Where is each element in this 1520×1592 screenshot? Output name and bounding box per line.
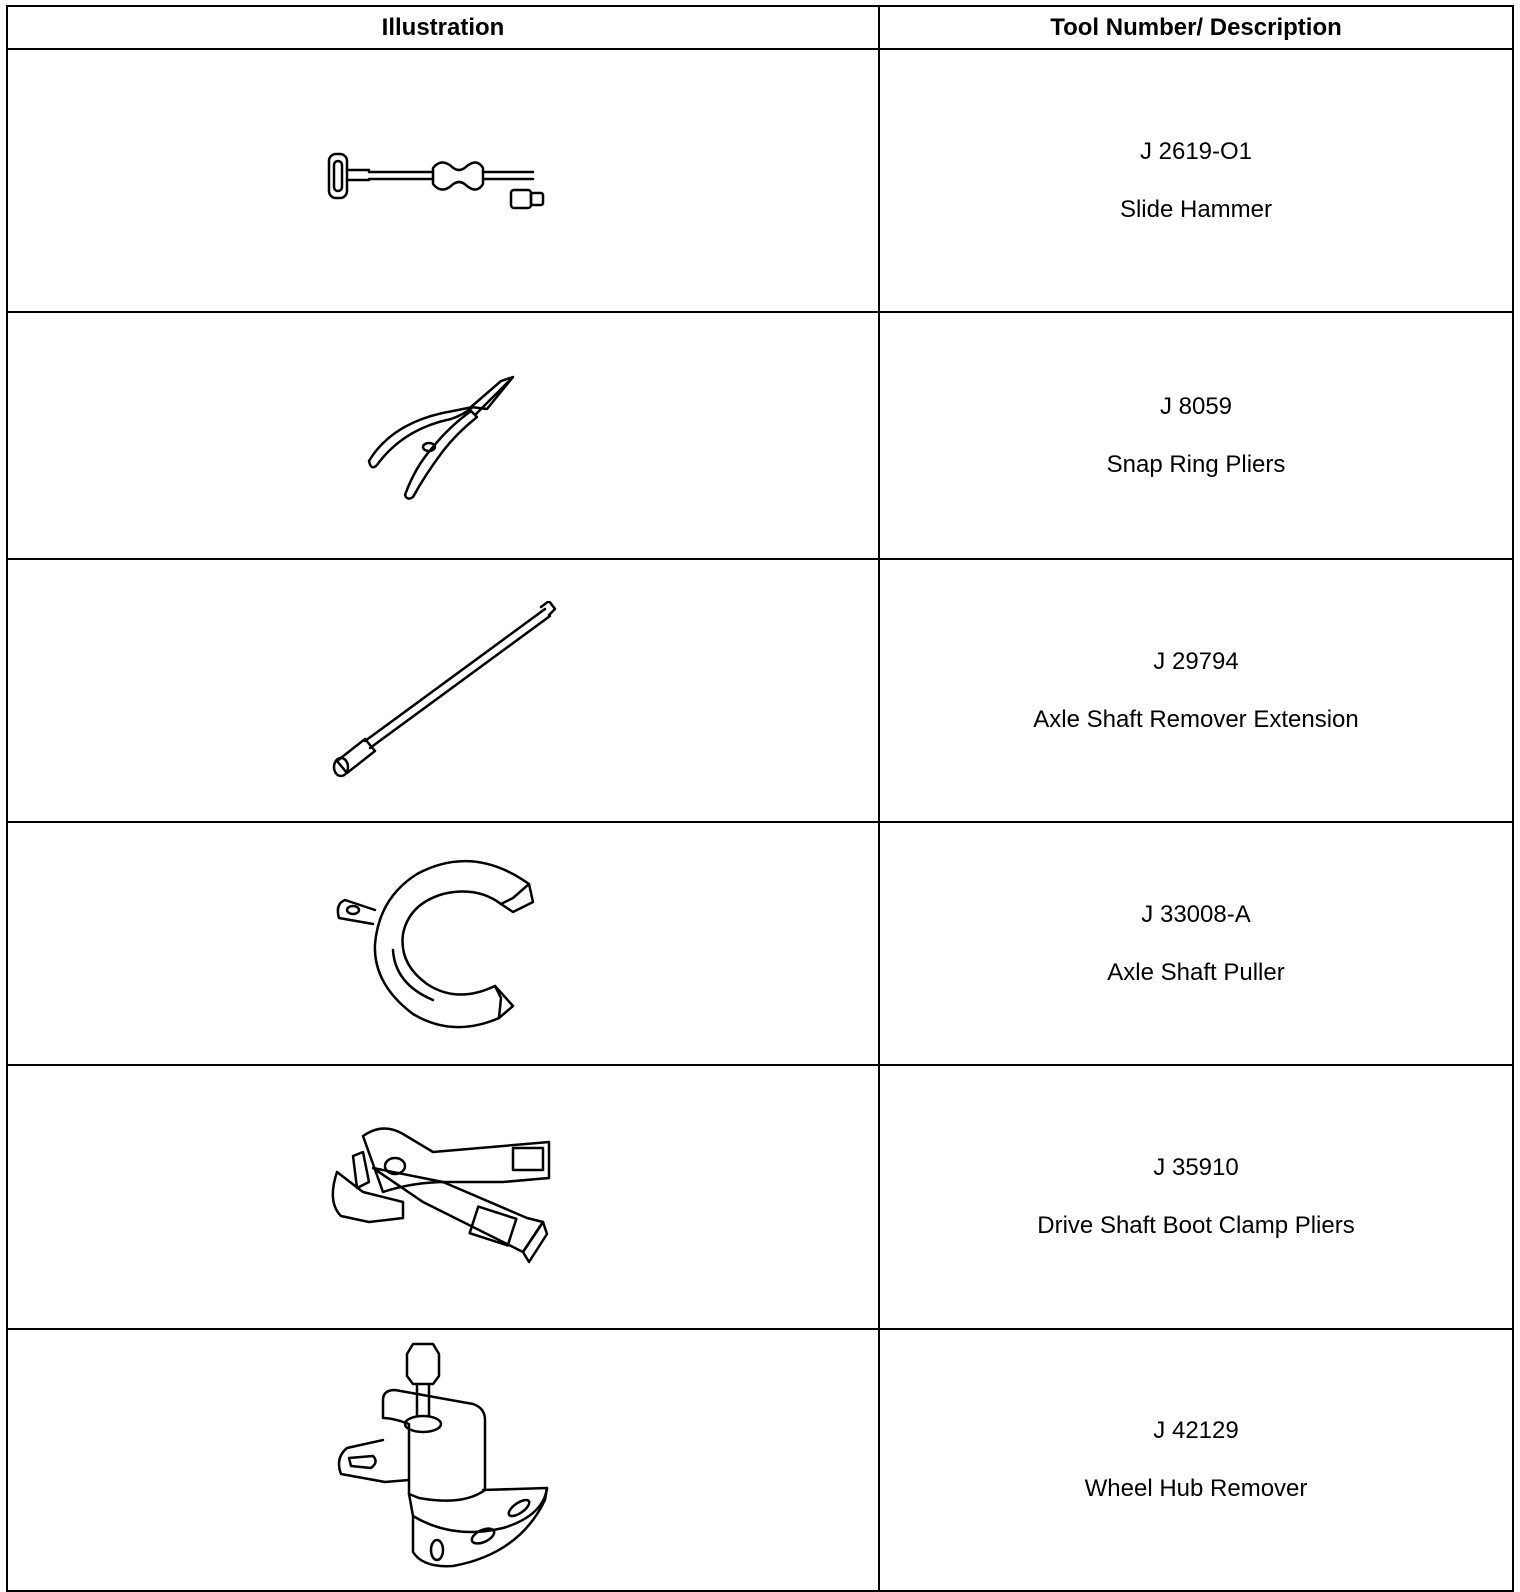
tool-number: J 29794 xyxy=(1153,647,1239,675)
tool-number: J 33008-A xyxy=(1141,900,1251,928)
illustration-cell xyxy=(7,1065,879,1329)
tool-number: J 35910 xyxy=(1153,1154,1239,1181)
tool-number: J 2619-O1 xyxy=(1139,137,1253,165)
description-cell xyxy=(879,1329,1513,1591)
header-row xyxy=(7,6,1513,49)
illustration-cell xyxy=(7,559,879,822)
tool-name: Wheel Hub Remover xyxy=(1084,1475,1308,1502)
slide-hammer-icon xyxy=(323,146,563,216)
wheel-hub-remover-icon xyxy=(333,1340,553,1580)
column-header-description: Tool Number/ Description xyxy=(879,6,1513,49)
table-row xyxy=(7,1065,1513,1329)
tool-name: Axle Shaft Remover Extension xyxy=(1033,705,1359,733)
table-row xyxy=(7,1329,1513,1591)
illustration-cell xyxy=(7,822,879,1065)
snap-ring-pliers-icon xyxy=(363,371,523,501)
illustration-cell xyxy=(7,1329,879,1591)
column-header-illustration: Illustration xyxy=(7,6,879,49)
description-cell xyxy=(879,822,1513,1065)
tool-number: J 8059 xyxy=(1159,392,1233,420)
table-row xyxy=(7,822,1513,1065)
tool-name: Slide Hammer xyxy=(1119,195,1273,223)
description-cell xyxy=(879,312,1513,559)
description-cell xyxy=(879,559,1513,822)
table-row xyxy=(7,312,1513,559)
special-tools-table xyxy=(6,5,1514,1592)
axle-shaft-puller-icon xyxy=(333,854,553,1034)
tool-name: Axle Shaft Puller xyxy=(1107,958,1285,986)
illustration-cell xyxy=(7,49,879,312)
tool-name: Drive Shaft Boot Clamp Pliers xyxy=(1037,1212,1355,1239)
table-row xyxy=(7,559,1513,822)
tool-name: Snap Ring Pliers xyxy=(1106,450,1286,478)
boot-clamp-pliers-icon xyxy=(323,1122,563,1272)
table-row xyxy=(7,49,1513,312)
axle-shaft-extension-icon xyxy=(323,601,563,781)
illustration-cell xyxy=(7,312,879,559)
description-cell xyxy=(879,49,1513,312)
description-cell xyxy=(879,1065,1513,1329)
tool-number: J 42129 xyxy=(1153,1417,1239,1444)
